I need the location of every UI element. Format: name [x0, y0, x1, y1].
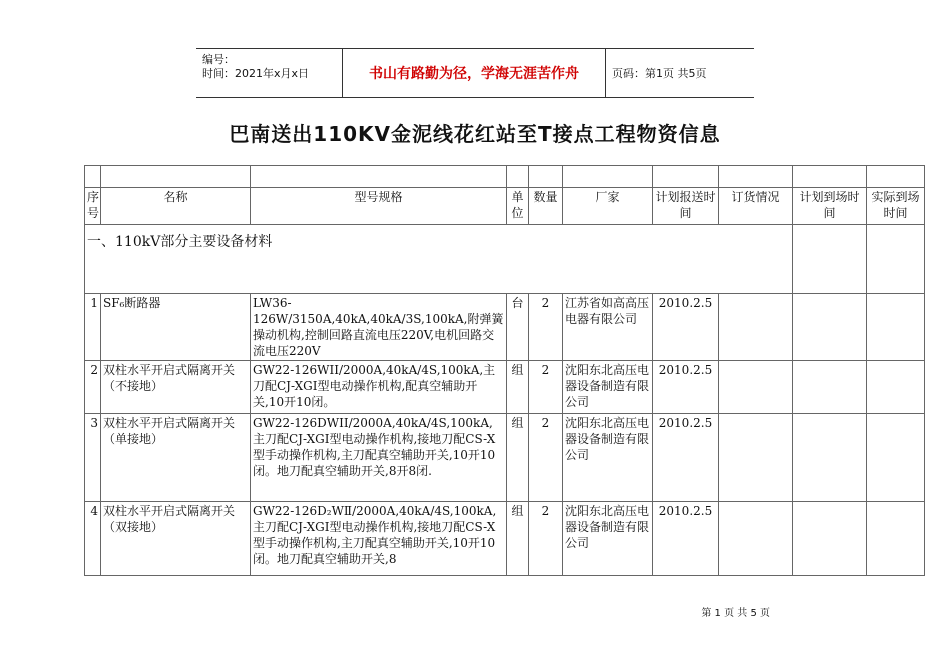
item-name: 双柱水平开启式隔离开关（单接地） [101, 414, 251, 502]
col-header: 型号规格 [251, 188, 507, 225]
table-row [85, 502, 925, 576]
item-maker: 沈阳东北高压电器设备制造有限公司 [563, 414, 653, 502]
item-plan-date: 2010.2.5 [653, 294, 719, 361]
item-unit: 台 [507, 294, 529, 361]
col-header: 计划报送时间 [653, 188, 719, 225]
col-header: 序号 [85, 188, 101, 225]
item-plan-date: 2010.2.5 [653, 502, 719, 576]
col-header: 实际到场时间 [867, 188, 925, 225]
item-spec: GW22-126D₂WⅡ/2000A,40kA/4S,100kA,主刀配CJ-XGI型电动操作机构,接地刀配CS-X型手动操作机构,主刀配真空辅助开关,10开10闭。地刀配真空辅助开关,8 [251, 502, 507, 576]
header-page-label: 页码：第1页 共5页 [612, 67, 707, 80]
col-header: 厂家 [563, 188, 653, 225]
item-maker: 沈阳东北高压电器设备制造有限公司 [563, 502, 653, 576]
column-header-row [85, 188, 925, 225]
materials-table [84, 165, 925, 576]
item-qty: 2 [529, 361, 563, 414]
item-name: SF₆断路器 [101, 294, 251, 361]
item-qty: 2 [529, 294, 563, 361]
col-header: 数量 [529, 188, 563, 225]
item-unit: 组 [507, 502, 529, 576]
table-row [85, 294, 925, 361]
table-row [85, 361, 925, 414]
item-spec: GW22-126DWII/2000A,40kA/4S,100kA,主刀配CJ-XGI型电动操作机构,接地刀配CS-X型手动操作机构,主刀配真空辅助开关,10开10闭。地刀配真空辅助开关,8开8闭. [251, 414, 507, 502]
page-header [196, 48, 754, 98]
col-header: 名称 [101, 188, 251, 225]
item-unit: 组 [507, 414, 529, 502]
row-number: 4 [85, 502, 101, 576]
header-meta [196, 49, 342, 97]
item-spec: LW36-126W/3150A,40kA,40kA/3S,100kA,附弹簧操动机构,控制回路直流电压220V,电机回路交流电压220V [251, 294, 507, 361]
table-row [85, 414, 925, 502]
item-plan-date: 2010.2.5 [653, 361, 719, 414]
page-footer: 第 1 页 共 5 页 [701, 608, 770, 619]
header-motto: 书山有路勤为径，学海无涯苦作舟 [342, 49, 606, 97]
row-number: 1 [85, 294, 101, 361]
item-spec: GW22-126WII/2000A,40kA/4S,100kA,主刀配CJ-XGI型电动操作机构,配真空辅助开关,10开10闭。 [251, 361, 507, 414]
item-unit: 组 [507, 361, 529, 414]
item-maker: 沈阳东北高压电器设备制造有限公司 [563, 361, 653, 414]
section-title: 一、110kV部分主要设备材料 [85, 225, 793, 294]
item-name: 双柱水平开启式隔离开关（双接地） [101, 502, 251, 576]
col-header: 订货情况 [719, 188, 793, 225]
section-row [85, 225, 925, 294]
item-name: 双柱水平开启式隔离开关（不接地） [101, 361, 251, 414]
item-maker: 江苏省如高高压电器有限公司 [563, 294, 653, 361]
row-number: 3 [85, 414, 101, 502]
row-number: 2 [85, 361, 101, 414]
item-qty: 2 [529, 502, 563, 576]
document-title: 巴南送出110KV金泥线花红站至T接点工程物资信息 [229, 122, 721, 146]
doc-time-label: 时间：2021年x月x日 [202, 67, 310, 80]
item-qty: 2 [529, 414, 563, 502]
col-header: 计划到场时间 [793, 188, 867, 225]
doc-number-label: 编号： [202, 53, 235, 66]
blank-row [85, 166, 925, 188]
item-plan-date: 2010.2.5 [653, 414, 719, 502]
col-header: 单位 [507, 188, 529, 225]
